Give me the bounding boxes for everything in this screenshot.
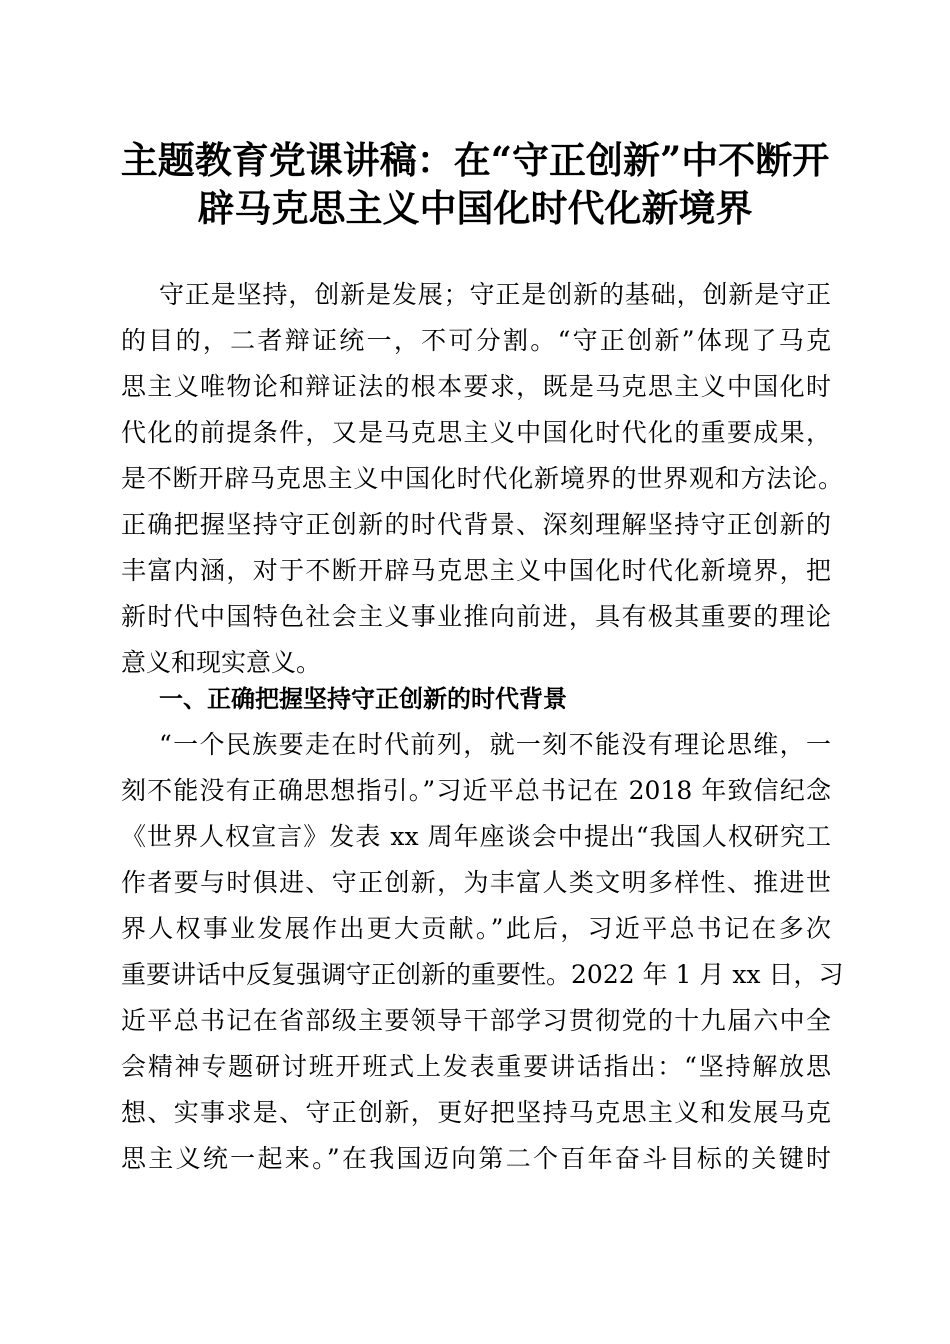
paragraph-1-line: 是不断开辟马克思主义中国化时代化新境界的世界观和方法论。 bbox=[121, 464, 843, 493]
paragraph-1-line: 意义和现实意义。 bbox=[121, 648, 322, 677]
paragraph-1-line: 思主义唯物论和辩证法的根本要求，既是马克思主义中国化时 bbox=[121, 372, 831, 401]
paragraph-2-line: 作者要与时俱进、守正创新，为丰富人类文明多样性、推进世 bbox=[121, 868, 831, 897]
paragraph-2-line: “一个民族要走在时代前列，就一刻不能没有理论思维，一 bbox=[159, 730, 831, 759]
paragraph-2-line: 近平总书记在省部级主要领导干部学习贯彻党的十九届六中全 bbox=[121, 1006, 831, 1035]
section-heading: 一、正确把握坚持守正创新的时代背景 bbox=[159, 685, 567, 713]
paragraph-1-line: 代化的前提条件，又是马克思主义中国化时代化的重要成果， bbox=[121, 418, 831, 447]
paragraph-2-line: 重要讲话中反复强调守正创新的重要性。2022 年 1 月 xx 日，习 bbox=[121, 960, 844, 989]
paragraph-1-line: 正确把握坚持守正创新的时代背景、深刻理解坚持守正创新的 bbox=[121, 510, 831, 539]
paragraph-1-line: 丰富内涵，对于不断开辟马克思主义中国化时代化新境界，把 bbox=[121, 556, 831, 585]
paragraph-1-line: 守正是坚持，创新是发展；守正是创新的基础，创新是守正 bbox=[159, 280, 831, 309]
document-title-line-2: 辟马克思主义中国化时代化新境界 bbox=[197, 186, 753, 230]
paragraph-2-line: 思主义统一起来。”在我国迈向第二个百年奋斗目标的关键时 bbox=[121, 1144, 831, 1173]
paragraph-2-line: 界人权事业发展作出更大贡献。”此后，习近平总书记在多次 bbox=[121, 914, 831, 943]
document-title-line-1: 主题教育党课讲稿：在“守正创新”中不断开 bbox=[120, 138, 830, 182]
paragraph-2-line: 会精神专题研讨班开班式上发表重要讲话指出：“坚持解放思 bbox=[121, 1052, 831, 1081]
paragraph-1-line: 的目的，二者辩证统一，不可分割。“守正创新”体现了马克 bbox=[121, 326, 831, 355]
paragraph-1-line: 新时代中国特色社会主义事业推向前进，具有极其重要的理论 bbox=[121, 602, 831, 631]
paragraph-2-line: 刻不能没有正确思想指引。”习近平总书记在 2018 年致信纪念 bbox=[121, 776, 831, 805]
paragraph-2-line: 想、实事求是、守正创新，更好把坚持马克思主义和发展马克 bbox=[121, 1098, 831, 1127]
paragraph-2-line: 《世界人权宣言》发表 xx 周年座谈会中提出“我国人权研究工 bbox=[121, 822, 831, 851]
